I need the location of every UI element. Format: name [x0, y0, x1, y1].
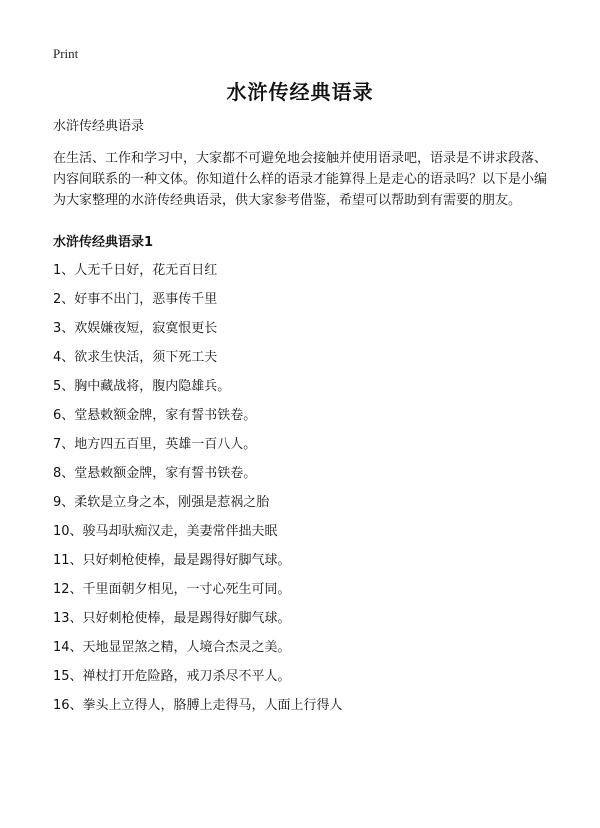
quote-item: 3、欢娱嫌夜短，寂寞恨更长	[53, 321, 218, 336]
quote-item: 13、只好刺枪使棒，最是踢得好脚气球。	[53, 611, 291, 626]
quote-item: 7、地方四五百里，英雄一百八人。	[53, 437, 257, 452]
quote-item: 4、欲求生快活，须下死工夫	[53, 350, 218, 365]
page-title: 水浒传经典语录	[226, 80, 374, 104]
quote-item: 5、胸中藏战将，腹内隐雄兵。	[53, 379, 231, 394]
subtitle: 水浒传经典语录	[53, 119, 145, 134]
quote-list	[53, 262, 343, 726]
quote-item: 8、堂悬敕额金牌，家有誓书铁卷。	[53, 466, 257, 481]
quote-item: 10、骏马却驮痴汉走，美妻常伴拙夫眠	[53, 524, 278, 539]
quote-item: 11、只好刺枪使棒，最是踢得好脚气球。	[53, 553, 291, 568]
quote-item: 1、人无千日好，花无百日红	[53, 263, 218, 278]
quote-item: 15、禅杖打开危险路，戒刀杀尽不平人。	[53, 669, 291, 684]
quote-item: 6、堂悬敕额金牌，家有誓书铁卷。	[53, 408, 257, 423]
intro-paragraph: 在生活、工作和学习中，大家都不可避免地会接触并使用语录吧，语录是不讲求段落、内容间联系的一种文体。你知道什么样的语录才能算得上是走心的语录吗？以下是小编为大家整理的水浒传经典语录，供大家参考借鉴，希望可以帮助到有需要的朋友。	[53, 151, 548, 208]
quote-item: 14、天地显罡煞之精，人境合杰灵之美。	[53, 640, 291, 655]
section-heading: 水浒传经典语录1	[53, 235, 154, 250]
print-link[interactable]: Print	[53, 46, 79, 61]
quote-item: 16、拳头上立得人，胳膊上走得马，人面上行得人	[53, 698, 343, 713]
quote-item: 12、千里面朝夕相见，一寸心死生可同。	[53, 582, 291, 597]
quote-item: 9、柔软是立身之本，刚强是惹祸之胎	[53, 495, 270, 510]
quote-item: 2、好事不出门，恶事传千里	[53, 292, 218, 307]
